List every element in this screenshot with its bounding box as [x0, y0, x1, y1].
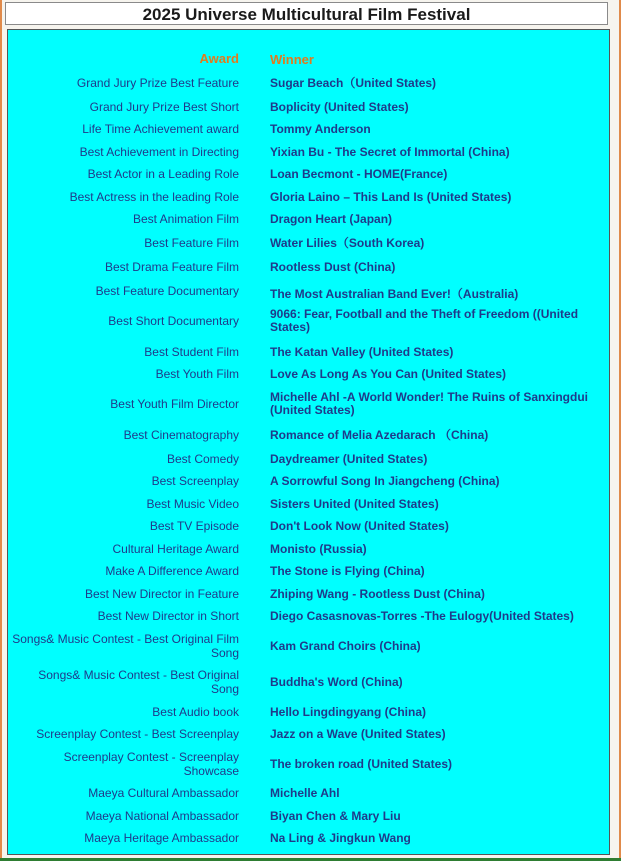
- award-name: Songs& Music Contest - Best Original Song: [38, 668, 239, 696]
- award-name: Best New Director in Short: [97, 609, 239, 623]
- award-name: Best New Director in Feature: [84, 587, 239, 601]
- winner-name: Biyan Chen & Mary Liu: [270, 808, 401, 823]
- award-name: Best Actor in a Leading Role: [87, 167, 239, 181]
- table-row: [8, 667, 611, 697]
- award-name: Best Student Film: [144, 345, 239, 359]
- table-row: [8, 563, 611, 579]
- award-name: Best Feature Film: [144, 236, 239, 250]
- winner-name: Sugar Beach（United States): [270, 75, 437, 90]
- table-row: [8, 608, 611, 624]
- page-title: 2025 Universe Multicultural Film Festival: [5, 2, 608, 25]
- header-row: [8, 50, 611, 68]
- table-row: [8, 121, 611, 137]
- winner-name: 9066: Fear, Football and the Theft of Freedom ((United States): [270, 307, 579, 334]
- award-name: Grand Jury Prize Best Short: [89, 100, 239, 114]
- award-name: Best Achievement in Directing: [79, 145, 239, 159]
- award-name: Best Comedy: [166, 452, 239, 466]
- table-row: [8, 749, 611, 779]
- winner-name: Boplicity (United States): [270, 99, 409, 114]
- award-name: Best Audio book: [152, 705, 239, 719]
- award-name: Cultural Heritage Award: [112, 542, 239, 556]
- table-row: [8, 99, 611, 115]
- winner-name: Dragon Heart (Japan): [270, 211, 393, 226]
- table-row: [8, 726, 611, 742]
- award-name: Best Youth Film Director: [110, 397, 239, 411]
- winner-name: Buddha's Word (China): [270, 674, 403, 689]
- award-name: Maeya National Ambassador: [85, 809, 239, 823]
- winner-name: Na Ling & Jingkun Wang: [270, 830, 411, 845]
- winner-name: Tommy Anderson: [270, 121, 371, 136]
- winner-name: Zhiping Wang - Rootless Dust (China): [270, 586, 485, 601]
- award-name: Maeya Cultural Ambassador: [88, 786, 239, 800]
- award-name: Best Screenplay: [151, 474, 239, 488]
- table-row: [8, 518, 611, 534]
- award-name: Best Animation Film: [132, 212, 239, 226]
- winner-name: Michelle Ahl: [270, 785, 340, 800]
- winner-name: A Sorrowful Song In Jiangcheng (China): [270, 473, 500, 488]
- award-name: Maeya Heritage Ambassador: [84, 831, 239, 845]
- table-row: [8, 144, 611, 160]
- winner-name: Diego Casasnovas-Torres -The Eulogy(United States): [270, 608, 574, 623]
- winner-name: The Stone is Flying (China): [270, 563, 425, 578]
- winner-name: Yixian Bu - The Secret of Immortal (China): [270, 144, 510, 159]
- table-row: [8, 541, 611, 557]
- winner-name: Don't Look Now (United States): [270, 518, 449, 533]
- award-name: Life Time Achievement award: [82, 122, 239, 136]
- winner-name: Michelle Ahl -A World Wonder! The Ruins of Sanxingdui (United States): [270, 390, 588, 417]
- winner-name: Romance of Melia Azedarach （China): [270, 427, 489, 442]
- winner-name: The Most Australian Band Ever!（Australia): [270, 286, 519, 301]
- award-name: Make A Difference Award: [105, 564, 239, 578]
- table-row: [8, 496, 611, 512]
- table-row: [8, 785, 611, 801]
- award-name: Best Feature Documentary: [95, 284, 239, 298]
- table-row: [8, 189, 611, 205]
- winner-name: Kam Grand Choirs (China): [270, 638, 421, 653]
- table-row: [8, 389, 611, 419]
- winner-name: Love As Long As You Can (United States): [270, 366, 507, 381]
- table-row: [8, 631, 611, 661]
- table-row: [8, 75, 611, 91]
- winner-name: Gloria Laino – This Land Is (United States): [270, 189, 512, 204]
- winner-column-header: Winner: [270, 51, 314, 67]
- table-row: [8, 211, 611, 227]
- winner-name: Sisters United (United States): [270, 496, 439, 511]
- winner-name: Jazz on a Wave (United States): [270, 726, 446, 741]
- awards-panel: [7, 29, 610, 855]
- winner-name: Hello Lingdingyang (China): [270, 704, 426, 719]
- award-column-header: Award: [199, 51, 239, 66]
- table-row: [8, 366, 611, 382]
- winner-name: Rootless Dust (China): [270, 259, 396, 274]
- table-row: [8, 427, 611, 443]
- award-name: Songs& Music Contest - Best Original Film Song: [12, 632, 239, 660]
- table-row: [8, 259, 611, 275]
- winner-name: Loan Becmont - HOME(France): [270, 166, 448, 181]
- table-row: [8, 166, 611, 182]
- award-name: Best Cinematography: [123, 428, 239, 442]
- table-row: [8, 704, 611, 720]
- award-name: Best Short Documentary: [108, 314, 239, 328]
- table-row: [8, 808, 611, 824]
- table-row: [8, 586, 611, 602]
- left-border: [0, 0, 2, 861]
- table-row: [8, 344, 611, 360]
- table-row: [8, 451, 611, 467]
- award-name: Best Youth Film: [155, 367, 239, 381]
- winner-name: Monisto (Russia): [270, 541, 367, 556]
- award-name: Best Drama Feature Film: [104, 260, 239, 274]
- award-name: Best Actress in the leading Role: [69, 190, 239, 204]
- award-name: Screenplay Contest - Screenplay Showcase: [63, 750, 239, 778]
- table-row: [8, 235, 611, 251]
- table-row: [8, 830, 611, 846]
- winner-name: Water Lilies（South Korea): [270, 235, 425, 250]
- winner-name: Daydreamer (United States): [270, 451, 428, 466]
- winner-name: The broken road (United States): [270, 756, 453, 771]
- table-row: [8, 283, 611, 299]
- award-name: Grand Jury Prize Best Feature: [76, 76, 239, 90]
- winner-name: The Katan Valley (United States): [270, 344, 454, 359]
- award-name: Best TV Episode: [149, 519, 239, 533]
- award-name: Screenplay Contest - Best Screenplay: [36, 727, 239, 741]
- table-row: [8, 473, 611, 489]
- award-name: Best Music Video: [146, 497, 239, 511]
- table-row: [8, 306, 611, 336]
